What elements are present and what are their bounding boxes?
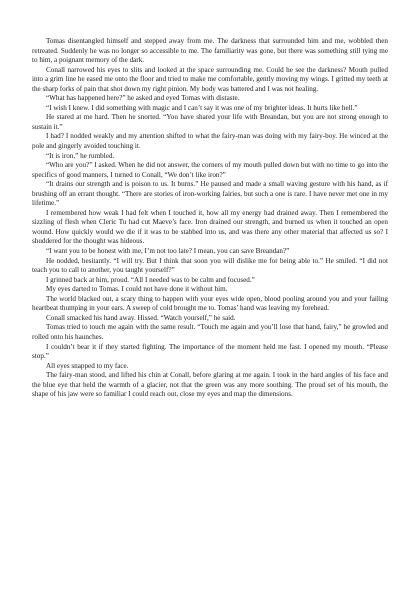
paragraph-10: I remembered how weak I had felt when I touched it, how all my energy had drained away. Then I remembered the sizzling of flesh when Cleric Tu had cut Maeve’s face. Iron drained our strength, and burned us when it touched an open wound. How quickly would we die if it was to be stabbed into us, and was there any other material that affected us so? I shuddered for the thought was hideous.	[32, 208, 388, 246]
paragraph-17: Tomas tried to touch me again with the same result. “Touch me again and you’ll lose that hand, fairy,” he growled and rolled onto his haunches.	[32, 323, 388, 341]
paragraph-12: He nodded, hesitantly. “I will try. But I think that soon you will dislike me for being able to.” He smiled. “I did not teach you to call to another, you taught yourself?”	[32, 256, 388, 275]
paragraph-8: “Who are you?” I asked. When he did not answer, the corners of my mouth pulled down but with no time to go into the specifics of good manners, I turned to Conall, “We don’t like iron?”	[32, 161, 388, 179]
paragraph-19: All eyes snapped to my face.	[46, 361, 129, 370]
paragraph-20: The fairy-man stood, and lifted his chin at Conall, before glaring at me again. I took in the hard angles of his face and the blue eye that held the warmth of a glacier, not that the green was any more soothing. The proud set of his mouth, the shape of his jaw were so familiar I could reach out, close my eyes and map the dimensions.	[32, 371, 388, 399]
paragraph-18: I couldn’t bear it if they started fighting. The importance of the moment held me fast. I opened my mouth. “Please stop.”	[32, 342, 388, 361]
paragraph-13: I grinned back at him, proud. “All I needed was to be calm and focused.”	[46, 275, 255, 284]
paragraph-1: Tomas disentangled himself and stepped away from me. The darkness that surrounded him and me, wobbled then retreated. Suddenly he was no longer so accessible to me. The familiarity was gone, but there was something still tying me to him, a poignant memory of the dark.	[32, 37, 388, 65]
document-page	[32, 37, 388, 400]
paragraph-4: “I wish I knew. I did something with magic and I can’t say it was one of my brighter ideas. It hurts like hell.”	[46, 103, 358, 112]
paragraph-9: “It drains our strength and is poison to us. It burns.” He paused and made a small waving gesture with his hand, as if brushing off an errant thought. “There are stories of iron-working fairies, but such a one is rare. I have never met one in my lifetime.”	[32, 180, 388, 208]
paragraph-3: “What has happened here?” he asked and eyed Tomas with distaste.	[46, 94, 240, 103]
paragraph-5: He stared at me hard. Then he snorted. “You have shared your life with Breandan, but you are not strong enough to sustain it.”	[32, 113, 388, 131]
paragraph-16: Conall smacked his hand away. Hissed. “Watch yourself,” he said.	[46, 313, 236, 322]
paragraph-7: “It is iron,” he rumbled.	[46, 151, 115, 160]
paragraph-15: The world blacked out, a scary thing to happen with your eyes wide open, blood pooling around you and your failing heartbeat thumping in your ears. A sweep of cold brought me to. Tomas’ hand was leaving my forehead.	[32, 294, 388, 313]
paragraph-6: I had? I nodded weakly and my attention shifted to what the fairy-man was doing with my fairy-boy. He winced at the pole and gingerly avoided touching it.	[32, 132, 388, 151]
paragraph-11: “I want you to be honest with me, I’m not too late? I mean, you can save Breandan?”	[46, 247, 290, 256]
paragraph-14: My eyes darted to Tomas. I could not have done it without him.	[46, 285, 228, 294]
paragraph-2: Conall narrowed his eyes to slits and looked at the space surrounding me. Could he see the darkness? Mouth pulled into a grim line he eased me onto the floor and tried to make me comfortable, gently moving my wings. I gritted my teeth at the sharp forks of pain that shot down my right pinion. My body was battered and I was not healing.	[32, 65, 388, 93]
